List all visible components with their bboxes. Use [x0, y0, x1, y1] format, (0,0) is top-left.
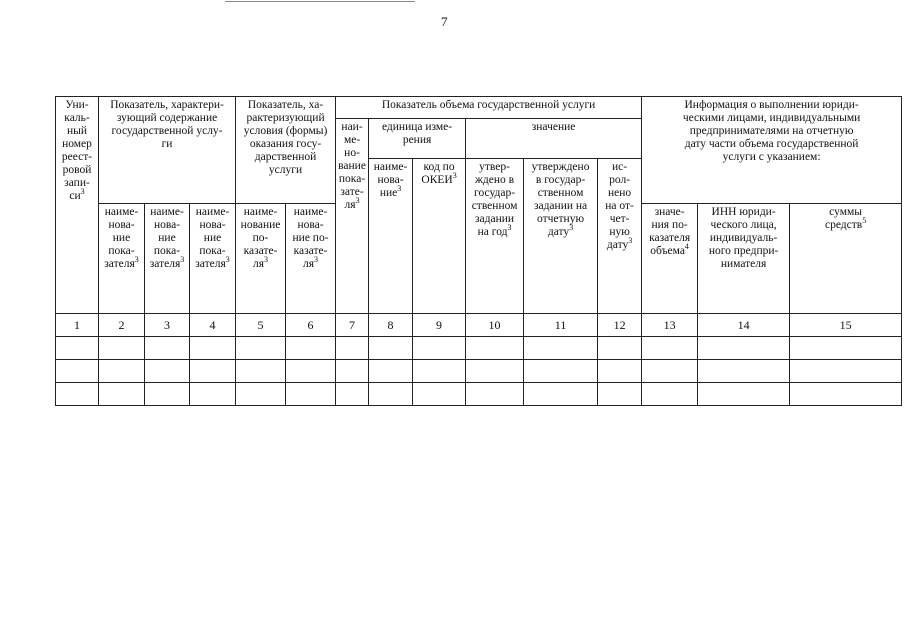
table-cell	[236, 360, 286, 383]
header-unit: единица изме- рения	[369, 119, 466, 159]
header-unit-name: наиме- нова- ние$^3$	[369, 159, 413, 314]
table-cell	[336, 383, 369, 406]
table-cell	[466, 360, 524, 383]
table-cell	[369, 383, 413, 406]
table-cell	[642, 383, 698, 406]
column-number: 7	[336, 314, 369, 337]
table-cell	[369, 337, 413, 360]
table-cell	[56, 337, 99, 360]
table-cell	[190, 360, 236, 383]
header-execution-info: Информация о выполнении юриди- ческими лицами, индивидуальными предпринимателями на отчетную дату части объема государственной услуги с указанием:	[642, 97, 902, 204]
header-value-approved-year: утвер- ждено в государ- ственном задании на год$^3$	[466, 159, 524, 314]
table-cell	[466, 337, 524, 360]
table-cell	[698, 383, 790, 406]
header-info-inn: ИНН юриди- ческого лица, индивидуаль- ного предпри- нимателя	[698, 204, 790, 314]
table-cell	[642, 360, 698, 383]
table-cell	[190, 337, 236, 360]
table-row	[56, 360, 902, 383]
table-cell	[190, 383, 236, 406]
header-volume-indicator: Показатель объема государственной услуги	[336, 97, 642, 119]
table-cell	[524, 383, 598, 406]
column-number: 15	[790, 314, 902, 337]
table-cell	[698, 360, 790, 383]
table-cell	[598, 360, 642, 383]
column-number: 12	[598, 314, 642, 337]
table-cell	[790, 383, 902, 406]
column-number: 3	[145, 314, 190, 337]
column-number: 5	[236, 314, 286, 337]
table-cell	[56, 383, 99, 406]
table-cell	[413, 337, 466, 360]
header-form-name-1: наиме- нование по- казате- $ля^3$	[236, 204, 286, 314]
table-cell	[99, 383, 145, 406]
header-content-name-2: наиме- нова- ние пока- зателя$^3$	[145, 204, 190, 314]
table-cell	[145, 337, 190, 360]
table-cell	[413, 360, 466, 383]
header-value: значение	[466, 119, 642, 159]
column-number: 6	[286, 314, 336, 337]
table-cell	[56, 360, 99, 383]
table-cell	[99, 337, 145, 360]
header-value-executed: ис- pол- нено на от- чет- ную дату$^3$	[598, 159, 642, 314]
page-number: 7	[441, 14, 448, 29]
header-unique-record-number: Уни- каль- ный номер реест- ровой запи- $си^3$	[56, 97, 99, 314]
header-content-name-3: наиме- нова- ние пока- зателя$^3$	[190, 204, 236, 314]
table-cell	[413, 383, 466, 406]
table-cell	[236, 337, 286, 360]
table-cell	[286, 360, 336, 383]
header-info-indicator-value: значе- ния по- казателя объема$^4$	[642, 204, 698, 314]
column-numbers-row	[56, 314, 902, 337]
table-cell	[236, 383, 286, 406]
table-cell	[642, 337, 698, 360]
table-cell	[336, 360, 369, 383]
table-cell	[598, 337, 642, 360]
table-cell	[524, 337, 598, 360]
column-number: 8	[369, 314, 413, 337]
column-number: 1	[56, 314, 99, 337]
column-number: 10	[466, 314, 524, 337]
column-number: 2	[99, 314, 145, 337]
header-volume-name: наи- ме- но- вание пока- зате- $ля^3$	[336, 119, 369, 314]
table-cell	[286, 383, 336, 406]
table-cell	[790, 360, 902, 383]
table-cell	[466, 383, 524, 406]
table-cell	[286, 337, 336, 360]
column-number: 13	[642, 314, 698, 337]
header-conditions-indicator: Показатель, ха- рактеризующий условия (формы) оказания госу- дарственной услуги	[236, 97, 336, 204]
table-cell	[790, 337, 902, 360]
column-number: 11	[524, 314, 598, 337]
table-cell	[99, 360, 145, 383]
table-cell	[369, 360, 413, 383]
header-info-sum: суммы средств$^5$	[790, 204, 902, 314]
header-form-name-2: наиме- нова- ние по- казате- $ля^3$	[286, 204, 336, 314]
service-volume-table	[55, 96, 902, 406]
column-number: 9	[413, 314, 466, 337]
table-cell	[524, 360, 598, 383]
column-number: 4	[190, 314, 236, 337]
header-unit-okei-code: код по ОКЕИ$^3$	[413, 159, 466, 314]
header-content-name-1: наиме- нова- ние пока- зателя$^3$	[99, 204, 145, 314]
header-content-indicator: Показатель, характери- зующий содержание государственной услу- ги	[99, 97, 236, 204]
table-cell	[145, 360, 190, 383]
header-rule	[225, 1, 415, 2]
table-cell	[145, 383, 190, 406]
table-cell	[598, 383, 642, 406]
table-cell	[698, 337, 790, 360]
table-row	[56, 383, 902, 406]
header-value-approved-date: утверждено в государ- ственном задании на отчетную дату$^3$	[524, 159, 598, 314]
table-cell	[336, 337, 369, 360]
column-number: 14	[698, 314, 790, 337]
table-row	[56, 337, 902, 360]
